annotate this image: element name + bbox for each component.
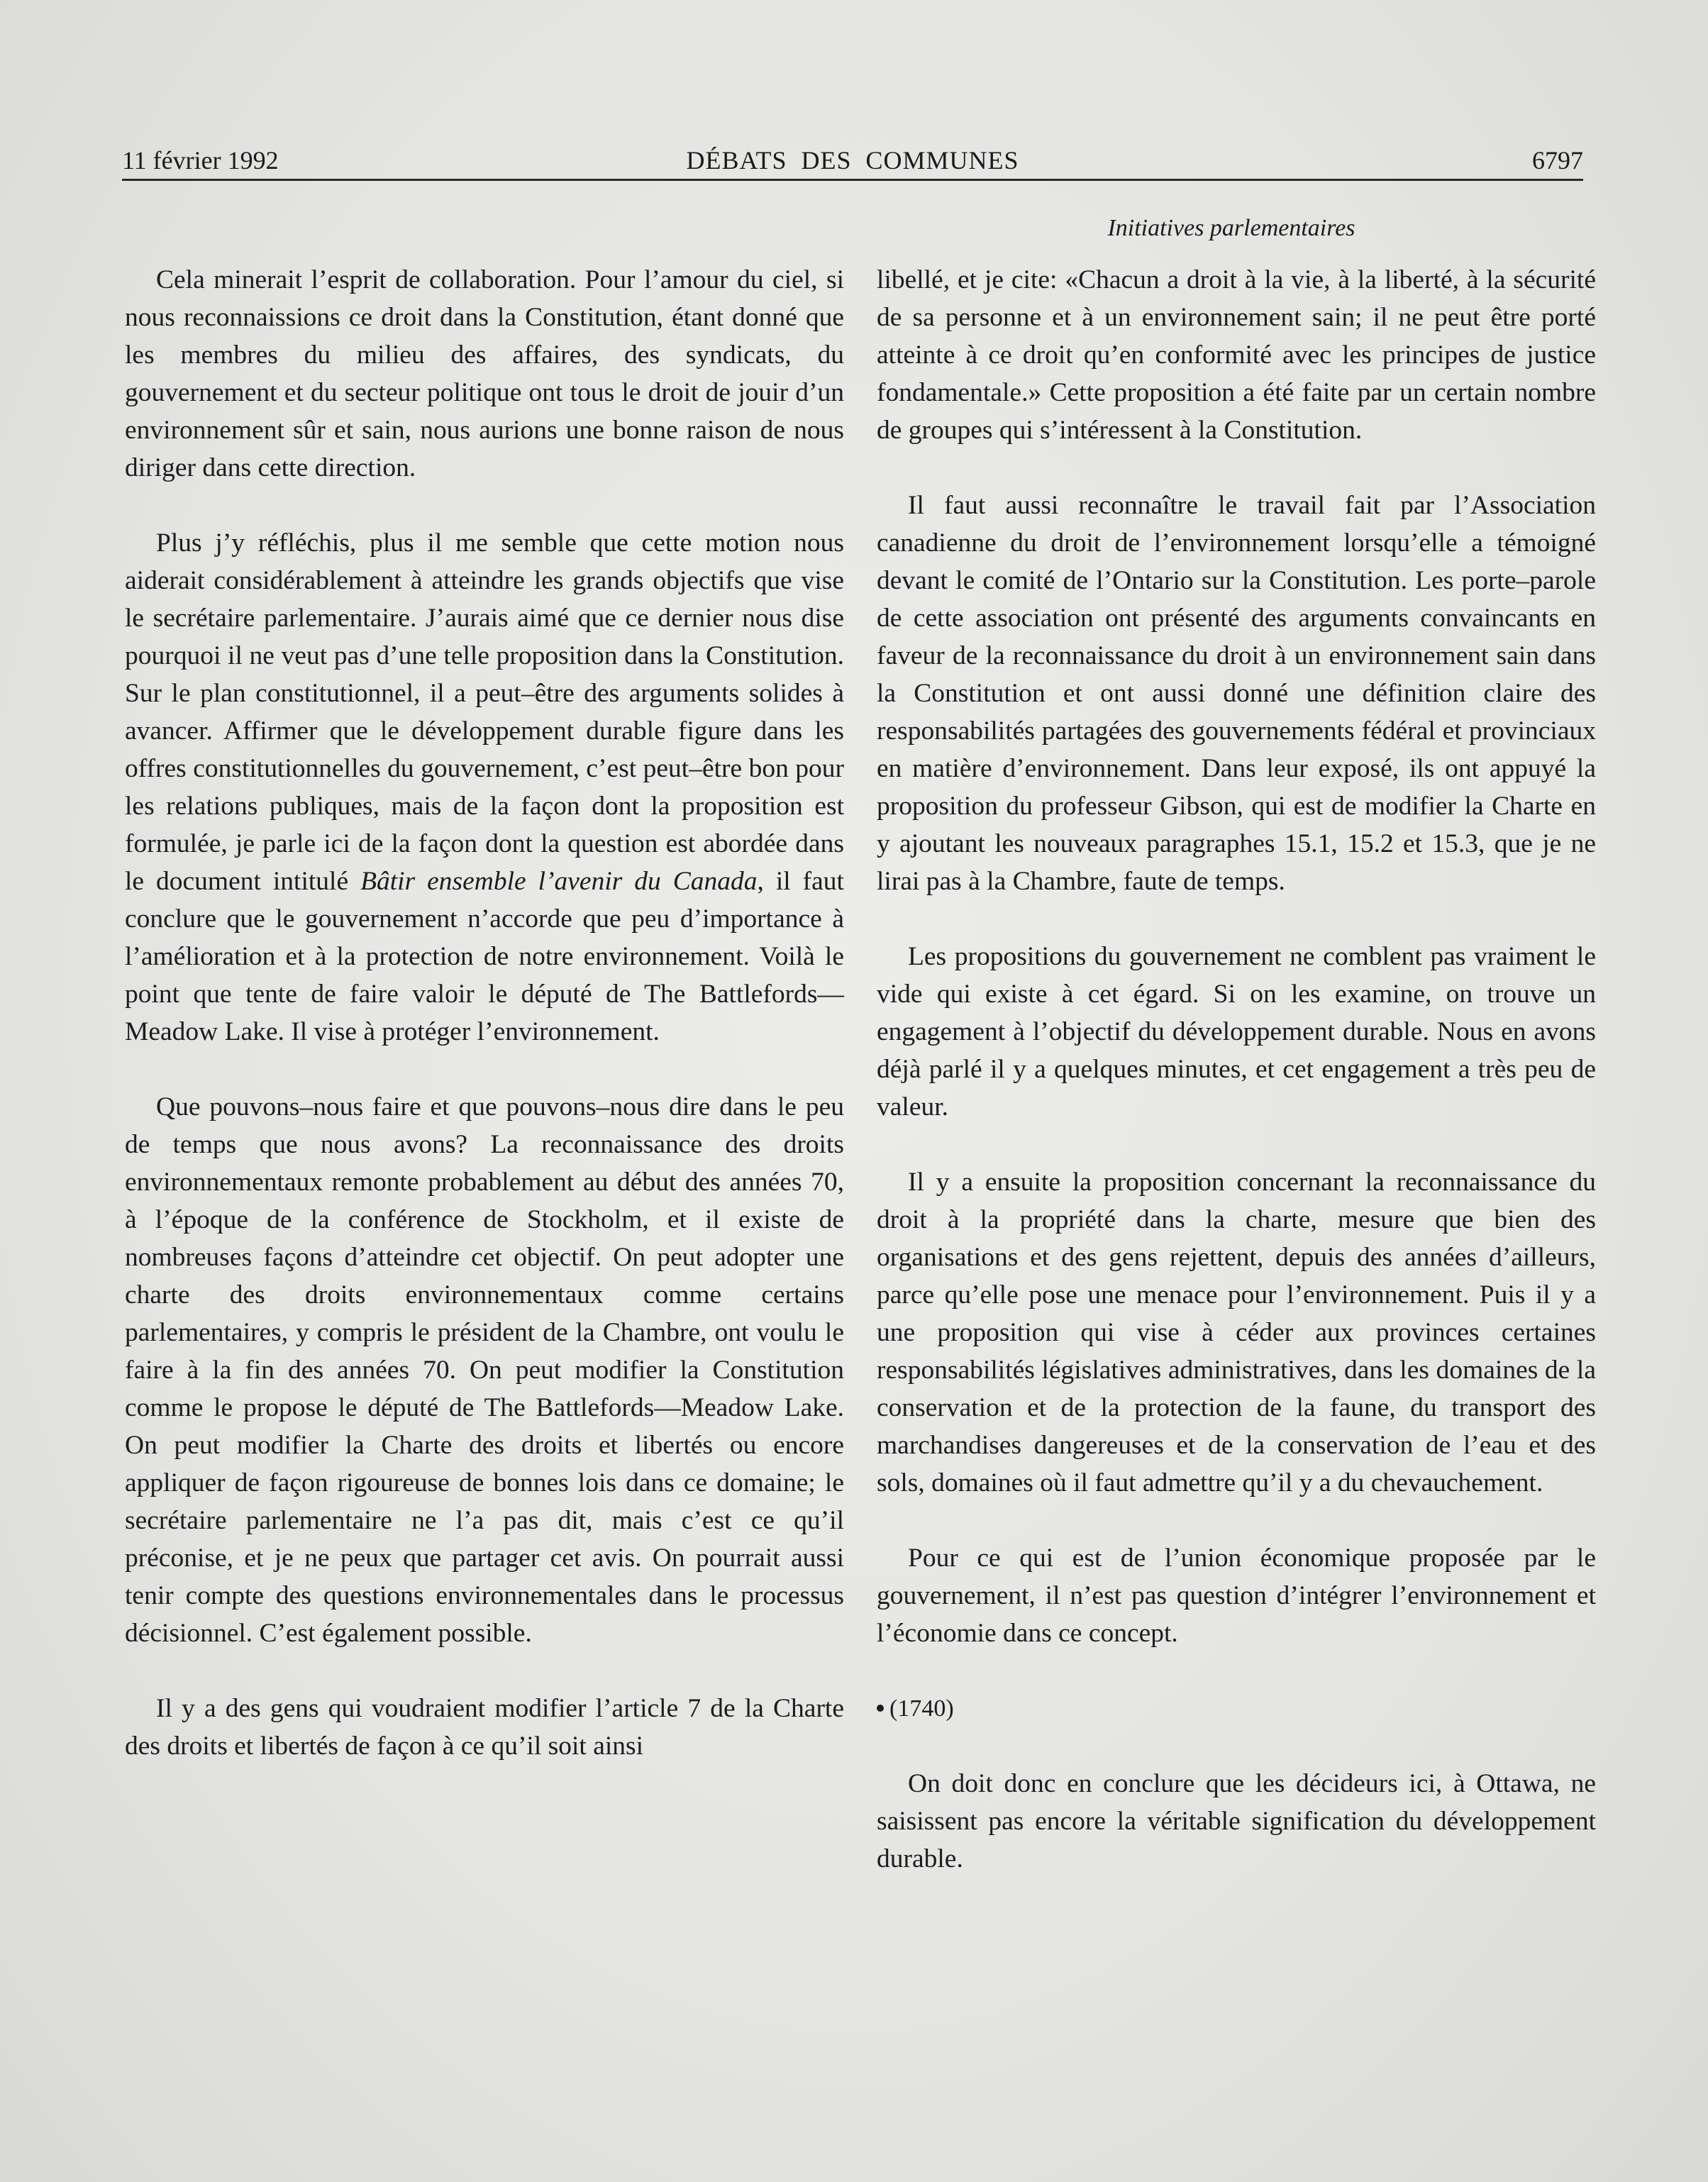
paragraph: Il y a ensuite la proposition concernant la reconnaissance du droit à la propriété dans la charte, mesure que bien des organisations et des gens rejettent, depuis des années d’ailleurs, parce qu’elle pose une menace pour l’environnement. Puis il y a une proposition qui vise à céder aux provinces certaines responsabilités législatives administratives, dans les domaines de la conservation et de la protection de la faune, du transport des marchandises dangereuses et de la conservation de l’eau et des sols, domaines où il faut admettre qu’il y a du chevauchement. xyxy=(877,1168,1596,1497)
bullet-icon xyxy=(877,1705,884,1712)
header-date: 11 février 1992 xyxy=(122,146,279,175)
paragraph: Que pouvons–nous faire et que pouvons–nous dire dans le peu de temps que nous avons? La reconnaissance des droits environnementaux remonte probablement au début des années 70, à l’époque de la conférence de Stockholm, et il existe de nombreuses façons d’atteindre cet objectif. On peut adopter une charte des droits environnementaux comme certains parlementaires, y compris le président de la Chambre, ont voulu le faire à la fin des années 70. On peut modifier la Constitution comme le propose le député de The Battlefords—Meadow Lake. On peut modifier la Charte des droits et libertés ou encore appliquer de façon rigoureuse de bonnes lois dans ce domaine; le secrétaire parlementaire ne l’a pas dit, mais c’est ce qu’il préconise, et je ne peux que partager cet avis. On pourrait aussi tenir compte des questions environnementales dans le processus décisionnel. C’est également possible. xyxy=(125,1092,844,1648)
paragraph: Il faut aussi reconnaître le travail fait par l’Association canadienne du droit de l’environnement lorsqu’elle a témoigné devant le comité de l’Ontario sur la Constitution. Les porte–parole de cette association ont présenté des arguments convaincants en faveur de la reconnaissance du droit à un environnement sain dans la Constitution et ont aussi donné une définition claire des responsabilités partagées des gouvernements fédéral et provinciaux en matière d’environnement. Dans leur exposé, ils ont appuyé la proposition du professeur Gibson, qui est de modifier la Charte en y ajoutant les nouveaux paragraphes 15.1, 15.2 et 15.3, que je ne lirai pas à la Chambre, faute de temps. xyxy=(877,491,1596,896)
document-title: Bâtir ensemble l’avenir du Canada xyxy=(360,867,758,896)
page-number: 6797 xyxy=(1532,146,1583,175)
paragraph: Pour ce qui est de l’union économique proposée par le gouvernement, il n’est pas question d’intégrer l’environnement et l’économie dans ce concept. xyxy=(877,1544,1596,1648)
header-rule xyxy=(122,179,1583,181)
page-header xyxy=(122,139,1583,182)
paragraph-text: Plus j’y réfléchis, plus il me semble que cette motion nous aiderait considérablement à atteindre les grands objectifs que vise le secrétaire parlementaire. J’aurais aimé que ce dernier nous dise pourquoi il ne veut pas d’une telle proposition dans la Constitution. Sur le plan constitutionnel, il a peut–être des arguments solides à avancer. Affirmer que le développement durable figure dans les offres constitutionnelles du gouvernement, c’est peut–être bon pour les relations publiques, mais de la façon dont la proposition est formulée, je parle ici de la façon dont la question est abordée dans le document intitulé xyxy=(125,528,844,896)
paragraph xyxy=(125,524,844,1051)
paragraph: Il y a des gens qui voudraient modifier l’article 7 de la Charte des droits et libertés de façon à ce qu’il soit ainsi xyxy=(125,1694,844,1761)
time-marker-text: (1740) xyxy=(889,1695,954,1722)
paragraph: libellé, et je cite: «Chacun a droit à la vie, à la liberté, à la sécurité de sa personne et à un environnement sain; il ne peut être porté atteinte à ce droit qu’en conformité avec les principes de justice fondamentale.» Cette proposition a été faite par un certain nombre de groupes qui s’intéressent à la Constitution. xyxy=(877,265,1596,445)
paragraph: Cela minerait l’esprit de collaboration. Pour l’amour du ciel, si nous reconnaissions ce droit dans la Constitution, étant donné que les membres du milieu des affaires, des syndicats, du gouvernement et du secteur politique ont tous le droit de jouir d’un environnement sûr et sain, nous aurions une bonne raison de nous diriger dans cette direction. xyxy=(125,265,844,482)
section-title: Initiatives parlementaires xyxy=(1107,215,1355,241)
header-title: DÉBATS DES COMMUNES xyxy=(686,146,1019,175)
right-column xyxy=(877,261,1596,1878)
paragraph: On doit donc en conclure que les décideurs ici, à Ottawa, ne saisissent pas encore la véritable signification du développement durable. xyxy=(877,1769,1596,1873)
left-column xyxy=(125,261,844,1765)
time-marker xyxy=(877,1690,1596,1727)
paragraph: Les propositions du gouvernement ne comblent pas vraiment le vide qui existe à cet égard. Si on les examine, on trouve un engagement à l’objectif du développement durable. Nous en avons déjà parlé il y a quelques minutes, et cet engagement a très peu de valeur. xyxy=(877,942,1596,1122)
paragraph-text: , il faut conclure que le gouvernement n’accorde que peu d’importance à l’amélioration et à la protection de notre environnement. Voilà le point que tente de faire valoir le député de The Battlefords—Meadow Lake. Il vise à protéger l’environnement. xyxy=(125,867,844,1046)
